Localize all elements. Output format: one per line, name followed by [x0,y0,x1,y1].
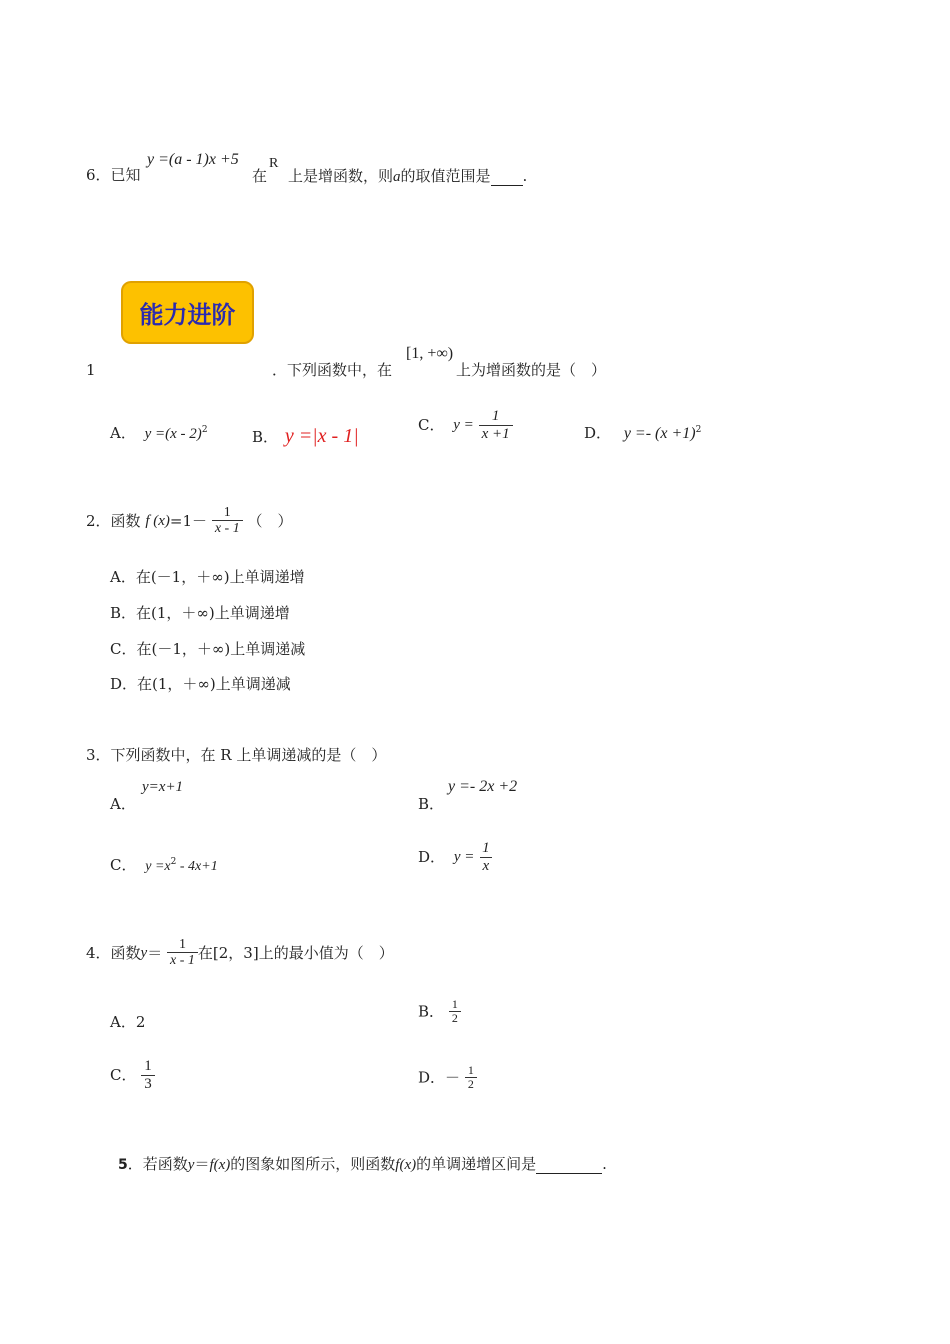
q3-option-b-formula: y =- 2x +2 [448,778,518,795]
q2-option-d: D．在(1，＋∞)上单调递减 [110,675,291,693]
q4-option-c: C． $\frac{1}{3}$ [110,1058,155,1092]
q4-option-b: B． $\frac{1}{2}$ [418,998,461,1025]
q2-option-a: A．在(－1，＋∞)上单调递增 [110,568,305,586]
q6-R: R [269,156,279,171]
q6-number: 6．已知 [86,166,141,184]
q2-option-b: B．在(1，＋∞)上单调递增 [110,604,290,622]
q1-number: 1 [86,361,96,379]
q3-option-d: D． y = $\frac{1}{x}$ [418,840,493,874]
q6-zai: 在 [252,167,268,185]
q1-stem: ．下列函数中，在 [272,361,393,379]
q4-stem: 4．函数y＝ $\frac{1}{x - 1}$ 在[2，3]上的最小值为（ ） [86,937,394,969]
q5-stem: 5．若函数y＝f(x)的图象如图所示，则函数f(x)的单调递增区间是 . [118,1155,607,1173]
q3-stem: 3．下列函数中，在 R 上单调递减的是（ ） [86,746,387,764]
q4-option-d: D．－ $\frac{1}{2}$ [418,1064,477,1091]
q1-option-a: A． y =(x - 2)$^2$ [110,424,208,442]
q3-option-a-label: A． [110,795,136,813]
q6-formula: y =(a - 1)x +5 [147,151,239,168]
q1-option-d: D． $y =- (x +1)^2$ [584,424,702,442]
q1-option-b: B． y =|x - 1| [252,425,359,447]
q2-stem: 2．函数 f (x)=1－ $\frac{1}{x - 1}$ （ ） [86,505,293,537]
q1-interval: [1, +∞) [406,345,454,362]
q3-option-a-formula: y=x+1 [142,779,184,795]
q1-option-c: C． y = $\frac{1}{x +1}$ [418,408,513,442]
q4-option-a: A．2 [110,1013,146,1031]
q6-stem: 上是增函数，则a的取值范围是 . [288,167,528,185]
q1-stem-tail: 上为增函数的是（ ） [456,361,607,379]
q2-option-c: C．在(－1，＋∞)上单调递减 [110,640,306,658]
ability-advance-badge: 能力进阶 [121,281,254,344]
q3-option-c: C． $y =x^2 - 4x+1$ [110,856,218,874]
q3-option-b-label: B． [418,795,445,813]
